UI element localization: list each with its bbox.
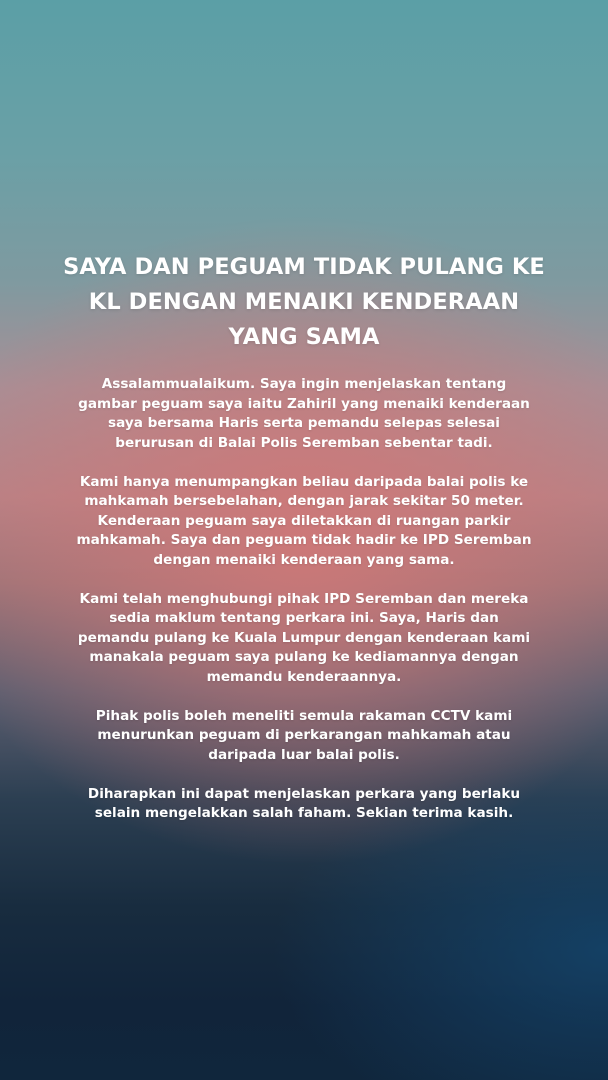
story-paragraph: Assalammualaikum. Saya ingin menjelaskan tentang gambar peguam saya iaitu Zahiril yang menaiki kenderaan saya bersama Haris serta pemandu selepas selesai berurusan di Balai Polis Seremban sebentar tadi.	[78, 376, 530, 451]
story-paragraph: Pihak polis boleh meneliti semula rakaman CCTV kami menurunkan peguam di perkarangan mahkamah atau daripada luar balai polis.	[95, 707, 513, 763]
story-body	[58, 375, 550, 824]
story-paragraph: Kami hanya menumpangkan beliau daripada balai polis ke mahkamah bersebelahan, dengan jarak sekitar 50 meter. Kenderaan peguam saya diletakkan di ruangan parkir mahkamah. Saya dan peguam tidak hadir ke IPD Seremban dengan menaiki kenderaan yang sama.	[76, 473, 532, 568]
story-paragraph: Kami telah menghubungi pihak IPD Seremban dan mereka sedia maklum tentang perkara ini. Saya, Haris dan pemandu pulang ke Kuala Lumpur dengan kenderaan kami manakala peguam saya pulang ke kediamannya dengan memandu kenderaannya.	[77, 590, 531, 685]
story-paragraph: Diharapkan ini dapat menjelaskan perkara yang berlaku selain mengelakkan salah faham. Sekian terima kasih.	[87, 785, 521, 821]
story-headline: SAYA DAN PEGUAM TIDAK PULANG KE KL DENGAN MENAIKI KENDERAAN YANG SAMA	[63, 254, 545, 350]
